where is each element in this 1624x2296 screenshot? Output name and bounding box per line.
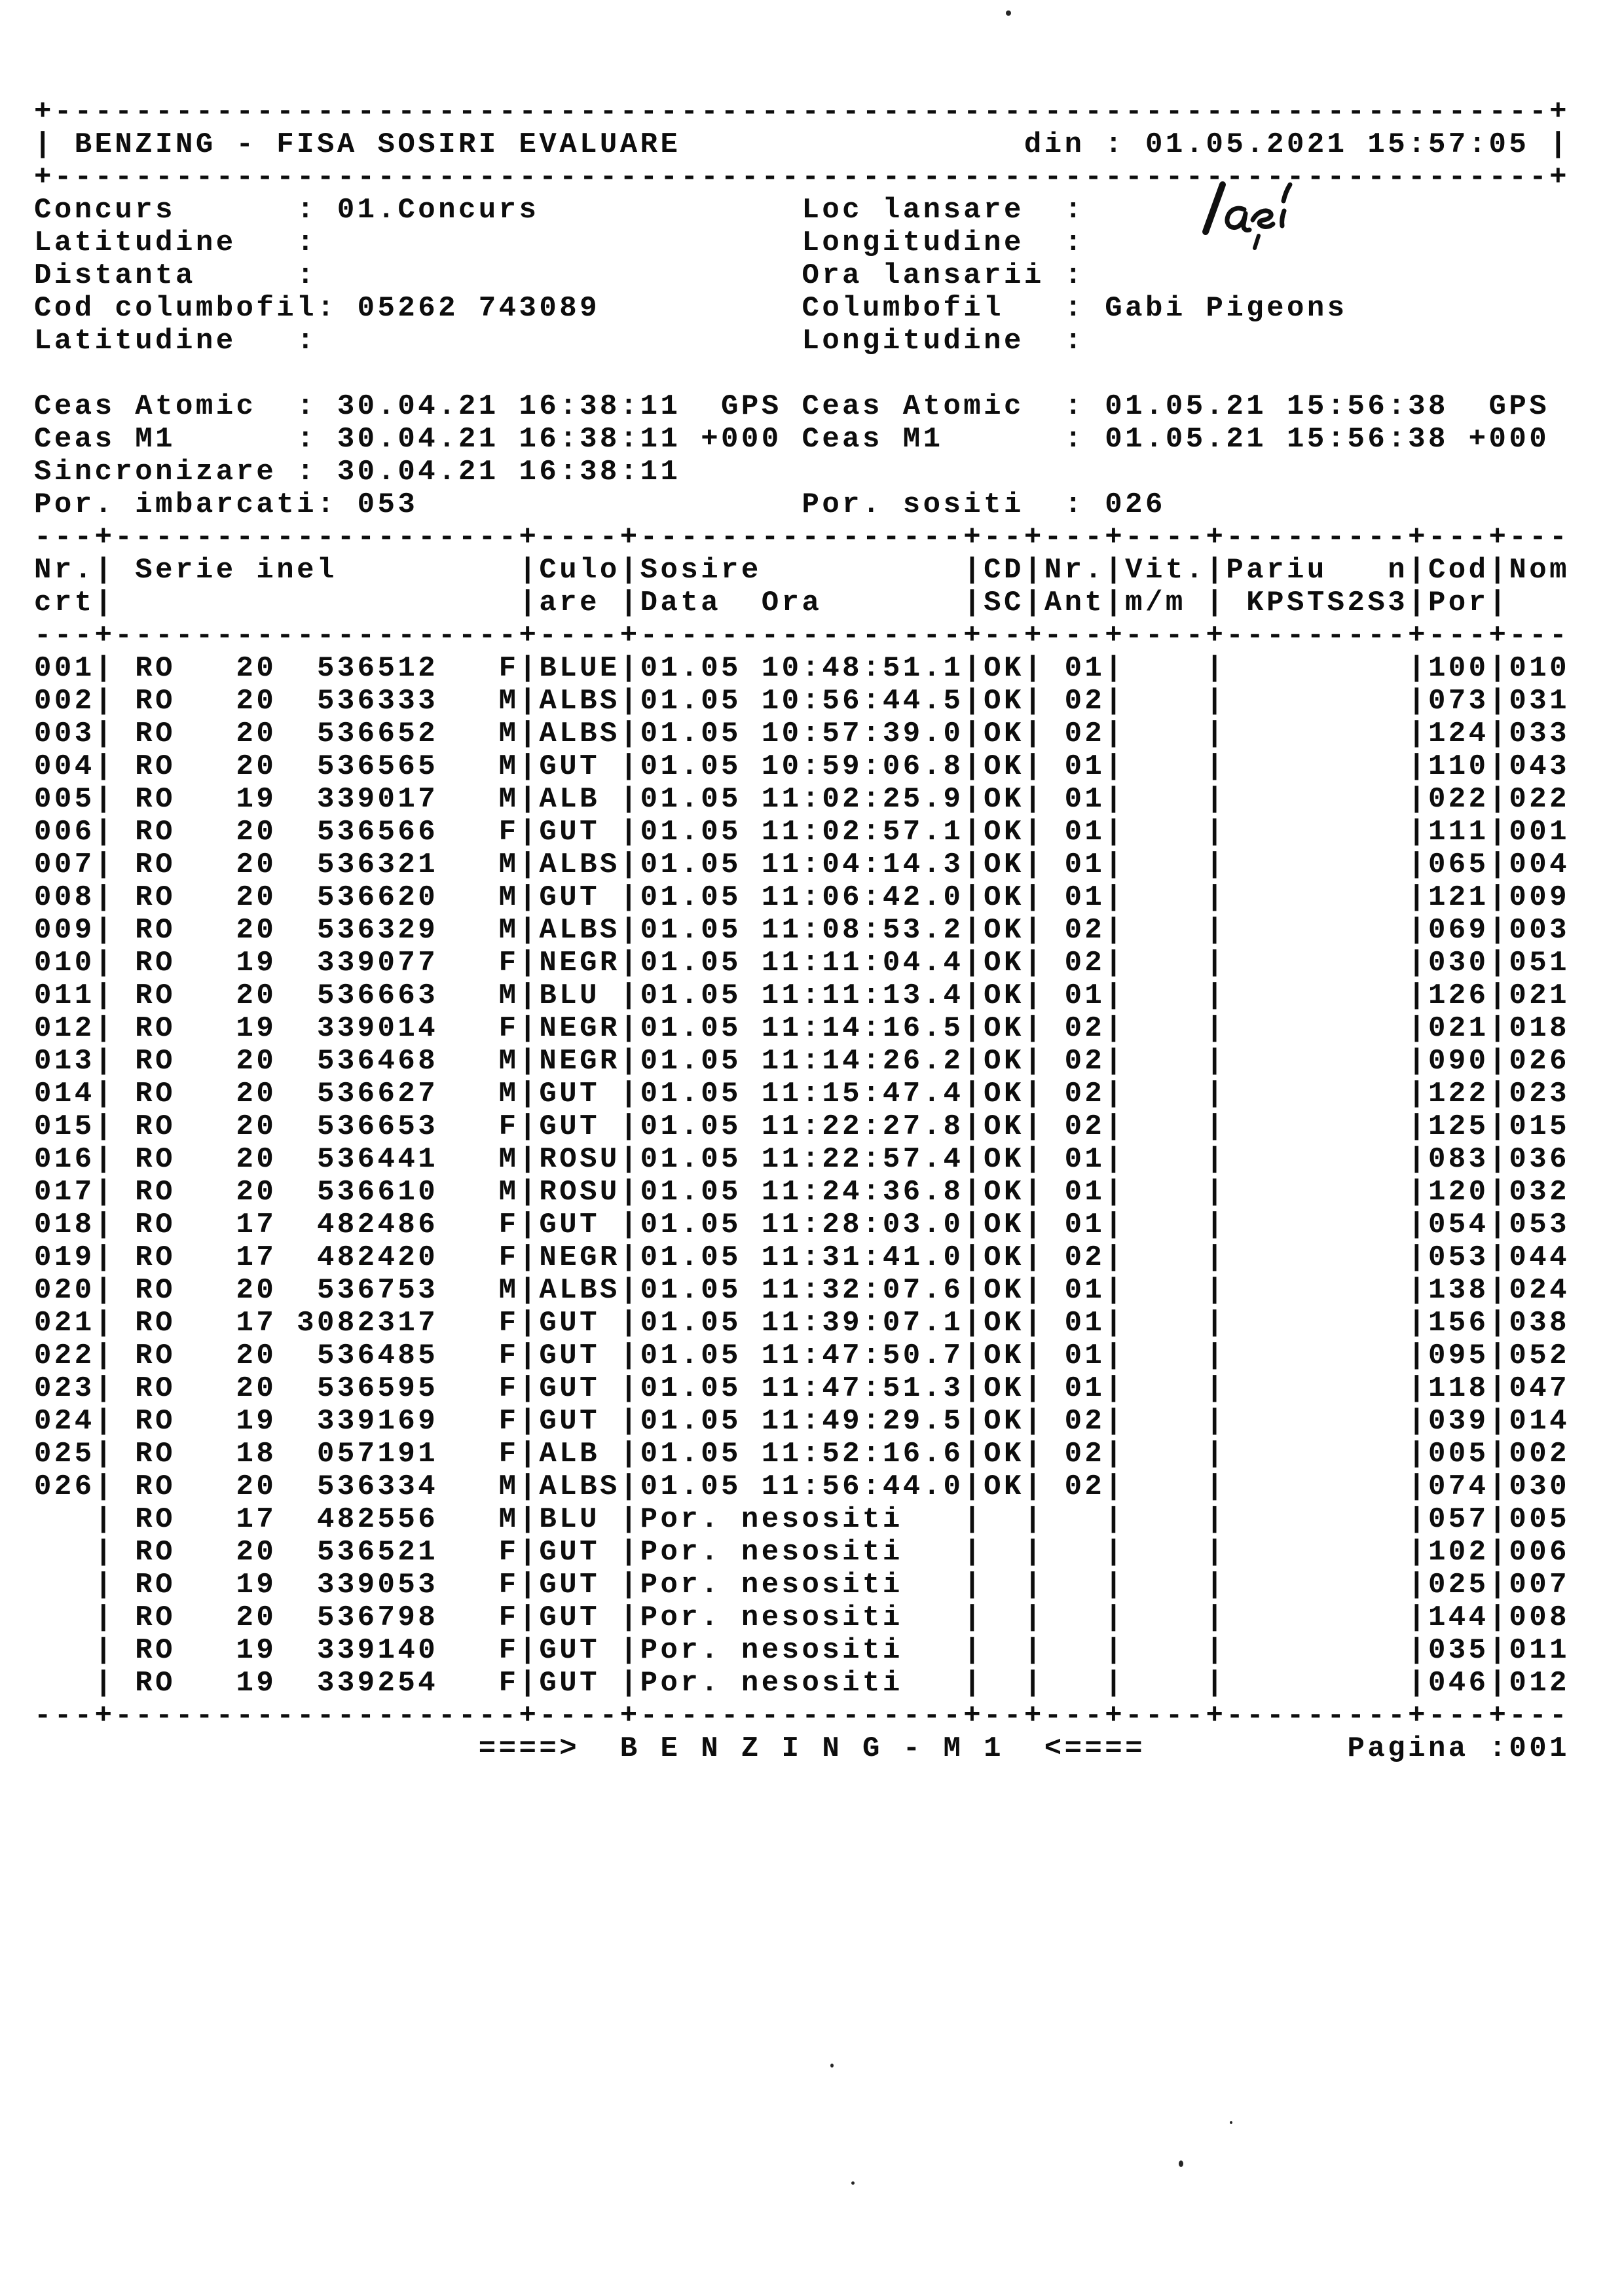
unarrived-table-row: | RO 17 482556 M|BLU |Por. nesositi | | | | |057|005 [34,1503,1570,1536]
table-row: 003| RO 20 536652 M|ALBS|01.05 10:57:39.0|OK| 02| | |124|033 [34,718,1570,750]
handwriting-stroke-i-accent [1283,185,1290,201]
table-row: 025| RO 18 057191 F|ALB |01.05 11:52:16.6|OK| 02| | |005|002 [34,1438,1570,1470]
unarrived-table-row: | RO 20 536798 F|GUT |Por. nesositi | | | | |144|008 [34,1601,1570,1634]
table-row: 002| RO 20 536333 M|ALBS|01.05 10:56:44.5|OK| 02| | |073|031 [34,685,1570,718]
table-row: 001| RO 20 536512 F|BLUE|01.05 10:48:51.1|OK| 01| | |100|010 [34,652,1570,685]
table-row: 007| RO 20 536321 M|ALBS|01.05 11:04:14.3|OK| 01| | |065|004 [34,848,1570,881]
info-line: Latitudine : Longitudine : [34,227,1105,259]
info-line: Concurs : 01.Concurs Loc lansare : [34,194,1105,227]
scan-speck [1179,2160,1183,2167]
clock-line: Ceas Atomic : 30.04.21 16:38:11 GPS Ceas Atomic : 01.05.21 15:56:38 GPS [34,390,1550,423]
box-border-line: +--------------------------------------------------------------------------+ [34,96,1570,128]
table-row: 023| RO 20 536595 F|GUT |01.05 11:47:51.3|OK| 01| | |118|047 [34,1372,1570,1405]
table-separator-line: ---+--------------------+----+----------------+--+---+----+---------+---+--- [34,521,1570,554]
table-row: 005| RO 19 339017 M|ALB |01.05 11:02:25.9|OK| 01| | |022|022 [34,783,1570,816]
table-row: 017| RO 20 536610 M|ROSU|01.05 11:24:36.8|OK| 01| | |120|032 [34,1176,1570,1209]
footer-line: ====> B E N Z I N G - M 1 <==== Pagina :001 [34,1732,1570,1765]
table-row: 018| RO 17 482486 F|GUT |01.05 11:28:03.0|OK| 01| | |054|053 [34,1209,1570,1241]
table-row: 014| RO 20 536627 M|GUT |01.05 11:15:47.4|OK| 02| | |122|023 [34,1078,1570,1110]
handwriting-stroke-cedilla [1255,236,1259,248]
info-line: Latitudine : Longitudine : [34,325,1105,357]
table-row: 026| RO 20 536334 M|ALBS|01.05 11:56:44.0|OK| 02| | |074|030 [34,1470,1570,1503]
unarrived-table-row: | RO 19 339140 F|GUT |Por. nesositi | | | | |035|011 [34,1634,1570,1667]
handwriting-stroke-a [1227,208,1249,230]
table-header-line: crt| |are |Data Ora |SC|Ant|m/m | KPSTS2S3|Por| [34,587,1570,619]
table-row: 013| RO 20 536468 M|NEGR|01.05 11:14:26.2|OK| 02| | |090|026 [34,1045,1570,1078]
table-separator-line: ---+--------------------+----+----------------+--+---+----+---------+---+--- [34,619,1570,652]
table-row: 019| RO 17 482420 F|NEGR|01.05 11:31:41.0|OK| 02| | |053|044 [34,1241,1570,1274]
report-title-line: | BENZING - FISA SOSIRI EVALUARE din : 01.05.2021 15:57:05 | [34,128,1570,161]
table-row: 015| RO 20 536653 F|GUT |01.05 11:22:27.8|OK| 02| | |125|015 [34,1110,1570,1143]
scan-speck [830,2064,834,2068]
handwriting-stroke-i-body [1282,211,1284,226]
handwriting-stroke-s [1253,211,1273,227]
table-row: 021| RO 17 3082317 F|GUT |01.05 11:39:07.1|OK| 01| | |156|038 [34,1307,1570,1339]
scan-speck [1006,10,1011,16]
table-header-line: Nr.| Serie inel |Culo|Sosire |CD|Nr.|Vit.|Pariu n|Cod|Nom [34,554,1570,587]
table-row: 009| RO 20 536329 M|ALBS|01.05 11:08:53.2|OK| 02| | |069|003 [34,914,1570,947]
report-text-body [34,96,1570,1765]
table-row: 004| RO 20 536565 M|GUT |01.05 10:59:06.8|OK| 01| | |110|043 [34,750,1570,783]
box-border-line: +--------------------------------------------------------------------------+ [34,161,1570,194]
scan-speck [1230,2121,1232,2124]
table-row: 024| RO 19 339169 F|GUT |01.05 11:49:29.5|OK| 02| | |039|014 [34,1405,1570,1438]
blank-line [34,357,1570,390]
table-row: 012| RO 19 339014 F|NEGR|01.05 11:14:16.5|OK| 02| | |021|018 [34,1012,1570,1045]
table-separator-line: ---+--------------------+----+----------------+--+---+----+---------+---+--- [34,1700,1570,1732]
table-row: 016| RO 20 536441 M|ROSU|01.05 11:22:57.4|OK| 01| | |083|036 [34,1143,1570,1176]
unarrived-table-row: | RO 20 536521 F|GUT |Por. nesositi | | | | |102|006 [34,1536,1570,1569]
unarrived-table-row: | RO 19 339053 F|GUT |Por. nesositi | | | | |025|007 [34,1569,1570,1601]
handwriting-stroke-I [1206,185,1223,232]
table-row: 008| RO 20 536620 M|GUT |01.05 11:06:42.0|OK| 01| | |121|009 [34,881,1570,914]
scan-speck [851,2181,855,2185]
clock-line: Ceas M1 : 30.04.21 16:38:11 +000 Ceas M1 : 01.05.21 15:56:38 +000 [34,423,1550,456]
handwritten-loc-lansare-value [1192,169,1306,257]
table-row: 010| RO 19 339077 F|NEGR|01.05 11:11:04.4|OK| 02| | |030|051 [34,947,1570,979]
unarrived-table-row: | RO 19 339254 F|GUT |Por. nesositi | | | | |046|012 [34,1667,1570,1700]
info-line: Cod columbofil: 05262 743089 Columbofil : Gabi Pigeons [34,292,1348,325]
table-row: 020| RO 20 536753 M|ALBS|01.05 11:32:07.6|OK| 01| | |138|024 [34,1274,1570,1307]
table-row: 011| RO 20 536663 M|BLU |01.05 11:11:13.4|OK| 01| | |126|021 [34,979,1570,1012]
table-row: 006| RO 20 536566 F|GUT |01.05 11:02:57.1|OK| 01| | |111|001 [34,816,1570,848]
table-row: 022| RO 20 536485 F|GUT |01.05 11:47:50.7|OK| 01| | |095|052 [34,1339,1570,1372]
info-line: Distanta : Ora lansarii : [34,259,1105,292]
counts-line: Por. imbarcati: 053 Por. sositi : 026 [34,488,1166,521]
clock-line: Sincronizare : 30.04.21 16:38:11 [34,456,681,488]
